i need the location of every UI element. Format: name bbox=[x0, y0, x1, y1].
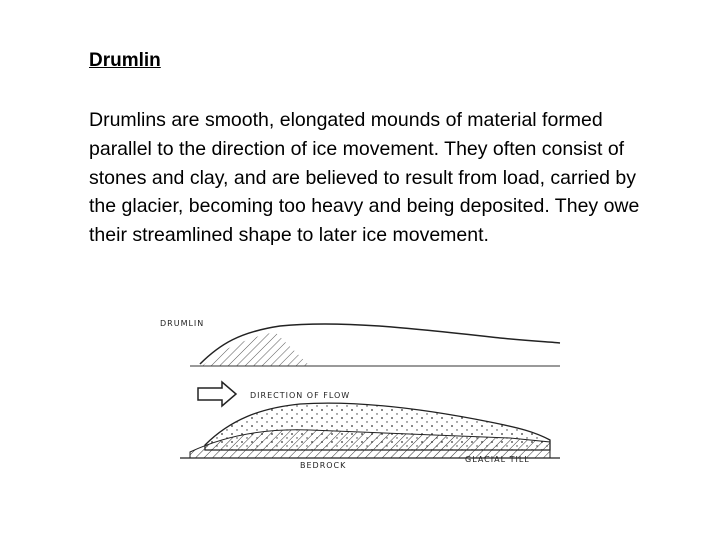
flow-arrow-icon bbox=[198, 382, 236, 406]
drumlin-label: DRUMLIN bbox=[160, 319, 205, 328]
drumlin-diagram bbox=[110, 280, 592, 496]
slide-body-text: Drumlins are smooth, elongated mounds of material formed parallel to the direction of ice movement. They often consist of stones and clay, and are believed to result from load, carried by the glacier, becoming too heavy and being deposited. They owe their streamlined shape to later ice movement. bbox=[89, 109, 640, 247]
drumlin-sketch bbox=[110, 280, 592, 496]
flow-label: DIRECTION OF FLOW bbox=[250, 391, 351, 400]
slide-title: Drumlin bbox=[89, 50, 161, 71]
till-label: GLACIAL TILL bbox=[465, 455, 530, 464]
bedrock-label: BEDROCK bbox=[300, 461, 347, 470]
